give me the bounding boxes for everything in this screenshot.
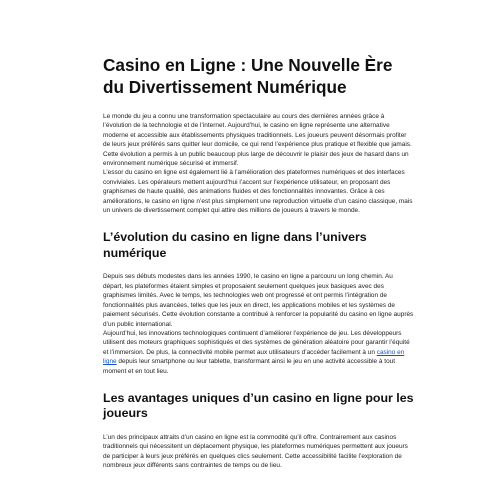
advantages-section [103, 433, 414, 471]
intro-paragraph-2: L’essor du casino en ligne est également lié à l’amélioration des plateformes numériques et des interfaces conviviales. Les opérateurs mettent aujourd’hui l’accent sur l’expérience utilisateur, en proposant des graphismes de haute qualité, des animations fluides et des fonctionnalités innovantes. Grâce à ces améliorations, le casino en ligne n’est plus simplement une reproduction virtuelle d’un casino classique, mais un univers de divertissement complet qui attire des millions de joueurs à travers le monde. [103, 169, 413, 215]
intro-paragraph-1: Le monde du jeu a connu une transformation spectaculaire au cours des dernières années grâce à l’évolution de la technologie et de l’internet. Aujourd’hui, le casino en ligne représente une alternative moderne et accessible aux établissements physiques traditionnels. Les joueurs peuvent désormais profiter de leurs jeux préférés sans quitter leur domicile, ce qui rend l’expérience plus pratique et flexible que jamais. Cette évolution a permis à un public beaucoup plus large de découvrir le plaisir des jeux de hasard dans un environnement numérique sécurisé et immersif. [103, 113, 412, 168]
evolution-paragraph-2 [103, 329, 414, 376]
intro-section [103, 112, 414, 215]
section-heading-evolution: L’évolution du casino en ligne dans l’univers numérique [103, 230, 367, 260]
page-title: Casino en Ligne : Une Nouvelle Ère du Divertissement Numérique [103, 55, 393, 97]
section-heading-advantages: Les avantages uniques d’un casino en ligne pour les joueurs [103, 390, 414, 421]
evolution-paragraph-1: Depuis ses débuts modestes dans les années 1990, le casino en ligne a parcouru un long chemin. Au départ, les plateformes étaient simples et proposaient seulement quelques jeux basiques avec des graphismes limités. Avec le temps, les technologies web ont progressé et ont permis l’intégration de fonctionnalités plus avancées, telles que les jeux en direct, les applications mobiles et les systèmes de paiement sécurisés. Cette évolution constante a contribué à renforcer la popularité du casino en ligne auprès d’un public international. [103, 273, 414, 328]
evolution-paragraph-2-text-after: depuis leur smartphone ou leur tablette, transformant ainsi le jeu en une activité accessible à tout moment et en tout lieu. [103, 358, 396, 375]
advantages-paragraph-1: L’un des principaux attraits d’un casino en ligne est la commodité qu’il offre. Contrairement aux casinos traditionnels qui nécessitent un déplacement physique, les plateformes numériques permettent aux joueurs de participer à leurs jeux préférés en quelques clics seulement. Cette accessibilité facilite l’exploration de nombreux jeux différents sans contraintes de temps ou de lieu. [103, 433, 408, 470]
casino-en-ligne-link[interactable]: casino en ligne [103, 348, 405, 366]
evolution-paragraph-2-text-before: Aujourd’hui, les innovations technologiques continuent d’améliorer l’expérience de jeu. Les développeurs utilisent des moteurs graphiques sophistiqués et des systèmes de génération aléatoire pour garantir l’équité et l’immersion. De plus, la connectivité mobile permet aux utilisateurs d’accéder facilement à un [103, 329, 410, 356]
evolution-section [103, 272, 414, 375]
